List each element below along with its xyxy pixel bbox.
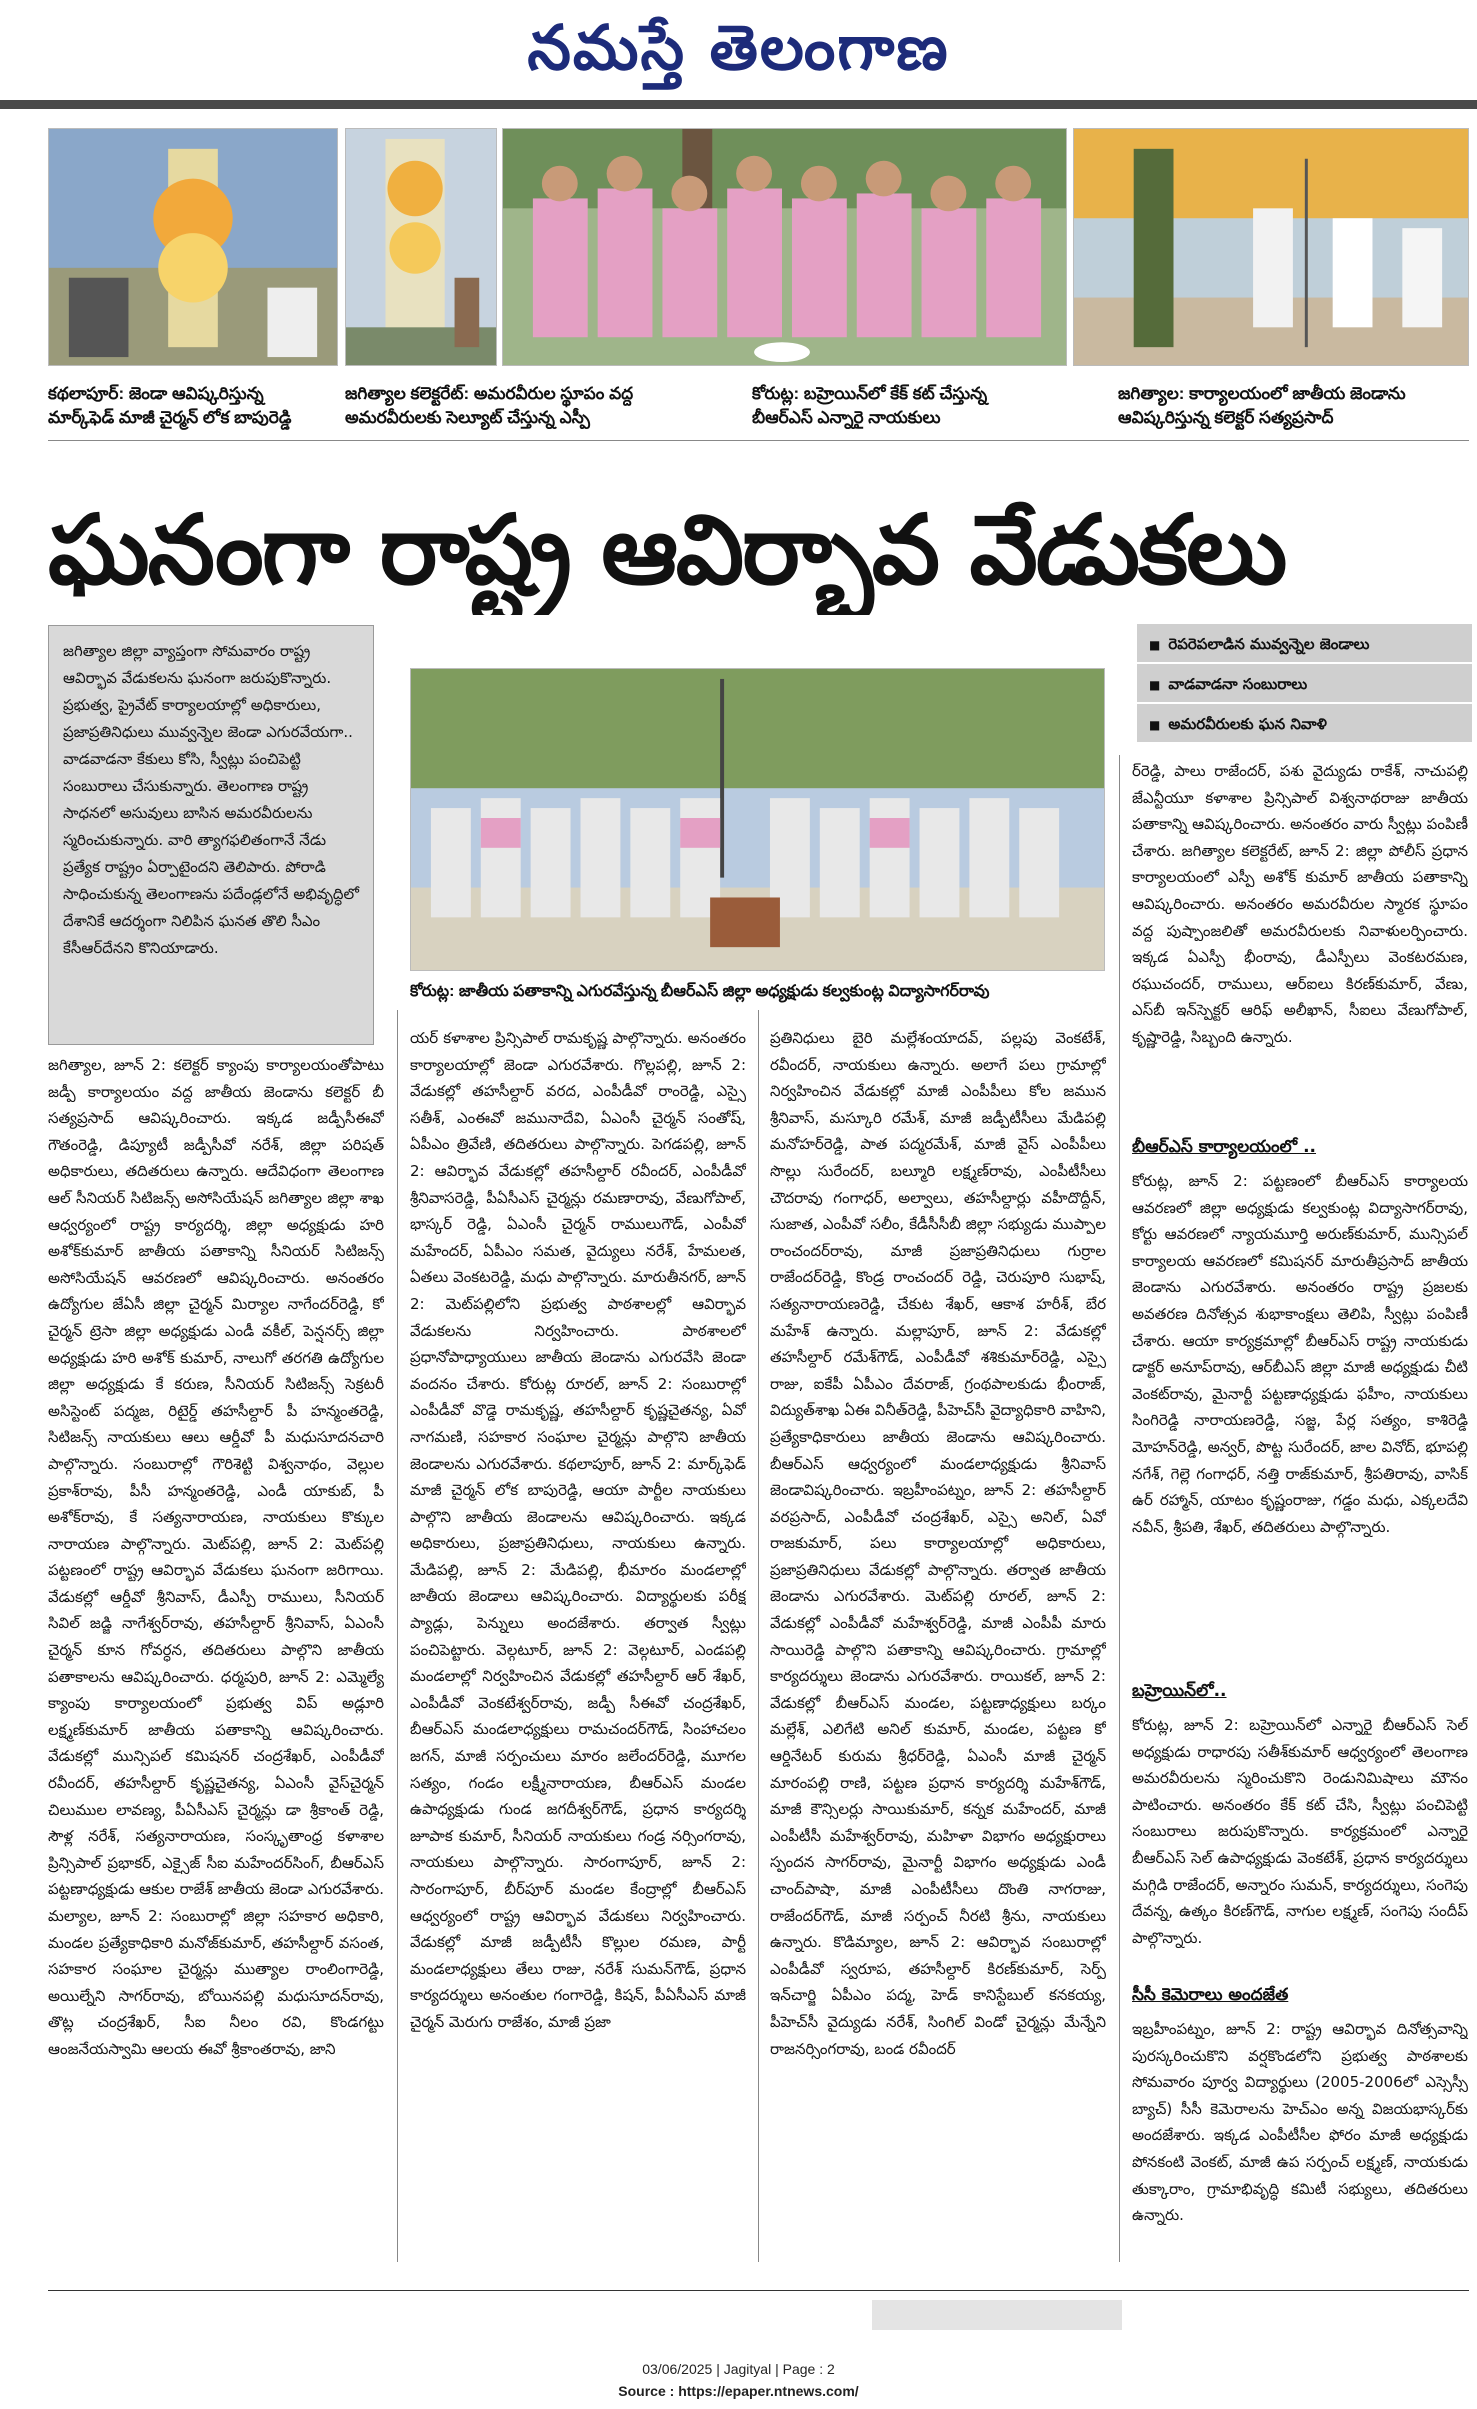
page-footer [0,2358,1477,2402]
caption-collectorate: జగిత్యాల కలెక్టరేట్: అమరవీరుల స్థూపం వద్ద అమరవీరులకు సెల్యూట్ చేస్తున్న ఎస్పీ [345,384,634,427]
article-column-4a: ర్‌రెడ్డి, పాలు రాజేందర్, పశు వైద్యుడు రాకేశ్, నాచుపల్లి జేఎన్టీయూ కళాశాల ప్రిన్సిపాల్ విశ్వనాథరాజు జాతీయ పతాకాన్ని ఆవిష్కరించారు. అనంతరం వారు స్వీట్లు పంపిణీ చేశారు. జగిత్యాల కలెక్టరేట్, జూన్ 2: జిల్లా పోలీస్ ప్రధాన కార్యాలయంలో ఎస్పీ అశోక్ కుమార్ జాతీయ పతాకాన్ని ఆవిష్కరించారు. అనంతరం అమరవీరుల స్మారక స్థూపం వద్ద పుష్పాంజలితో అమరవీరులకు నివాళులర్పించారు. ఇక్కడ ఏఎస్పీ భీంరావు, డీఎస్పీలు వెంకటరమణ, రఘుచందర్, రాములు, ఆర్ఐలు కిరణ్‌కుమార్, వేణు, ఎస్‌బీ ఇన్‌స్పెక్టర్ ఆరిఫ్ అలీఖాన్, సీఐలు వేణుగోపాల్, కృష్ణారెడ్డి, సిబ్బంది ఉన్నారు. [1132,762,1468,1046]
highlight-bullets [1137,622,1472,742]
footer-source: Source : https://epaper.ntnews.com/ [618,2383,859,2399]
photo-korutla-flag [410,668,1105,971]
bottom-divider [48,2290,1469,2291]
article-column-1: జగిత్యాల, జూన్ 2: కలెక్టర్ క్యాంపు కార్యాలయంతోపాటు జడ్పీ కార్యాలయం వద్ద జాతీయ జెండాను కలెక్టర్ బీ సత్యప్రసాద్ ఆవిష్కరించారు. ఇక్కడ జడ్పీసీఈవో గౌతంరెడ్డి, డిప్యూటీ జడ్పీసీవో నరేశ్, జిల్లా పరిషత్ అధికారులు, తదితరులు ఉన్నారు. ఆదేవిధంగా తెలంగాణ ఆల్ సీనియర్ సిటిజన్స్ అసోసియేషన్ జగిత్యాల జిల్లా శాఖ ఆధ్వర్యంలో రాష్ట్ర కార్యదర్శి, జిల్లా అధ్యక్షుడు హరి అశోక్‌కుమార్ జాతీయ పతాకాన్ని సీనియర్ సిటిజన్స్ అసోసియేషన్ ఆవరణలో ఆవిష్కరించారు. అనంతరం ఉద్యోగుల జేఏసీ జిల్లా చైర్మన్ మిర్యాల నాగేందర్‌రెడ్డి, కో చైర్మన్ ట్రెసా జిల్లా అధ్యక్షుడు ఎండీ వకీల్, పెన్షనర్స్ జిల్లా అధ్యక్షుడు హరి అశోక్ కుమార్, నాలుగో తరగతి ఉద్యోగుల జిల్లా అధ్యక్షుడు కే కరుణ, సీనియర్ సిటిజన్స్ సెక్రటరీ అసిస్టెంట్ పద్మజ, రిటైర్డ్ తహసీల్దార్ పీ హన్మంతరెడ్డి, సిటిజన్స్ నాయకులు ఆలు ఆర్డీవో పీ మధుసూదనచారి పాల్గొన్నారు. సంబురాల్లో గౌరిశెట్టి విశ్వనాథం, వెల్లుల ప్రకాశ్‌రావు, పీసీ హన్మంతరెడ్డి, ఎండీ యాకుబ్, పీ అశోక్‌రావు, కే సత్యనారాయణ, నాయకులు కొక్కుల నారాయణ పాల్గొన్నారు. మెట్‌పల్లి, జూన్ 2: మెట్‌పల్లి పట్టణంలో రాష్ట్ర ఆవిర్భావ వేడుకలు ఘనంగా జరిగాయి. వేడుకల్లో ఆర్డీవో శ్రీనివాస్, డీఎస్పీ రాములు, సీనియర్ సివిల్ జడ్జి నాగేశ్వర్‌రావు, తహసీల్దార్ శ్రీనివాస్, ఏఎంసీ చైర్మన్ కూన గోవర్ధన, తదితరులు పాల్గొని జాతీయ పతాకాలను ఆవిష్కరించారు. ధర్మపురి, జూన్ 2: ఎమ్మెల్యే క్యాంపు కార్యాలయంలో ప్రభుత్వ విప్ అడ్లూరి లక్ష్మణ్‌కుమార్ జాతీయ పతాకాన్ని ఆవిష్కరించారు. వేడుకల్లో మున్సిపల్ కమిషనర్ చంద్రశేఖర్, ఎంపీడీవో రవీందర్, తహసీల్దార్ కృష్ణచైతన్య, ఏఎంసీ వైస్‌చైర్మన్ చిలుముల లావణ్య, పీఏసీఎస్ చైర్మన్లు డా శ్రీకాంత్ రెడ్డి, సౌళ్ల నరేశ్, సత్యనారాయణ, సంస్కృతాంధ్ర కళాశాల ప్రిన్సిపాల్ ప్రభాకర్, ఎక్సైజ్ సీఐ మహేందర్‌సింగ్, బీఆర్‌ఎస్ పట్టణాధ్యక్షుడు ఆకుల రాజేశ్ జాతీయ జెండా ఎగురవేశారు. మల్యాల, జూన్ 2: సంబురాల్లో జిల్లా సహకార అధికారి, మండల ప్రత్యేకాధికారి మనోజ్‌కుమార్, తహసీల్దార్ వసంత, సహకార సంఘాల చైర్మన్లు ముత్యాల రాంలింగారెడ్డి, అయిల్నేని సాగర్‌రావు, బోయినపల్లి మధుసూదన్‌రావు, తొట్ల చంద్రశేఖర్, సీఐ నీలం రవి, కొండగట్టు ఆంజనేయస్వామి ఆలయ ఈవో శ్రీకాంతరావు, జాని [48,1056,384,2058]
caption-korutla: కోరుట్ల: జాతీయ పతాకాన్ని ఎగురవేస్తున్న బీఆర్‌ఎస్ జిల్లా అధ్యక్షుడు కల్వకుంట్ల విద్యాసాగర్‌రావు [410,983,990,1000]
masthead [0,0,1477,110]
next-article-bar [872,2300,1122,2330]
column-rule [1119,755,1120,2262]
subhead-brs-office: బీఆర్‌ఎస్ కార్యాలయంలో .. [1132,1137,1317,1157]
bullet-item: ■ రెపరెపలాడిన మువ్వన్నెల జెండాలు [1137,622,1472,662]
photo-collector-flag [1073,128,1469,366]
caption-bahrain: కోరుట్ల: బహ్రెయిన్‌లో కేక్ కట్ చేస్తున్న బీఆర్‌ఎస్ ఎన్నారై నాయకులు [752,384,988,427]
column-rule [397,1010,398,2262]
summary-box: జగిత్యాల జిల్లా వ్యాప్తంగా సోమవారం రాష్ట్ర ఆవిర్భావ వేడుకలను ఘనంగా జరుపుకొన్నారు. ప్రభుత్వ, ప్రైవేట్ కార్యాలయాల్లో అధికారులు, ప్రజాప్రతినిధులు మువ్వన్నెల జెండా ఎగురవేయగా.. వాడవాడనా కేకులు కోసి, స్వీట్లు పంచిపెట్టి సంబురాలు చేసుకున్నారు. తెలంగాణ రాష్ట్ర సాధనలో అసువులు బాసిన అమరవీరులను స్మరించుకున్నారు. వారి త్యాగఫలితంగానే నేడు ప్రత్యేక రాష్ట్రం ఏర్పాటైందని తెలిపారు. పోరాడి సాధించుకున్న తెలంగాణను పదేండ్లలోనే అభివృద్ధిలో దేశానికే ఆదర్శంగా నిలిపిన ఘనత తొలి సీఎం కేసీఆర్‌దేనని కొనియాడారు. [48,625,374,1045]
article-column-4d: ఇబ్రహీంపట్నం, జూన్ 2: రాష్ట్ర ఆవిర్భావ దినోత్సవాన్ని పురస్కరించుకొని వర్షకొండలోని ప్రభుత్వ పాఠశాలకు సోమవారం పూర్వ విద్యార్థులు (2005-2006లో ఎస్సెస్సీ బ్యాచ్) సీసీ కెమెరాలను హెచ్ఎం అన్న విజయభాస్కర్‌కు అందజేశారు. ఇక్కడ ఎంపీటీసీల ఫోరం మాజీ అధ్యక్షుడు పోనకంటి వెంకట్, మాజీ ఉప సర్పంచ్ లక్ష్మణ్, నాయకుడు తుక్కారాం, గ్రామాభివృద్ధి కమిటీ సభ్యులు, తదితరులు ఉన్నారు. [1132,2020,1468,2225]
bullet-item: ■ అమరవీరులకు ఘన నివాళి [1137,702,1472,742]
article-column-4c: కోరుట్ల, జూన్ 2: బహ్రెయిన్‌లో ఎన్నారై బీఆర్‌ఎస్ సెల్ అధ్యక్షుడు రాధారపు సతీశ్‌కుమార్ ఆధ్వర్యంలో తెలంగాణ అమరవీరులను స్మరించుకొని రెండునిమిషాలు మౌనం పాటించారు. అనంతరం కేక్ కట్ చేసి, స్వీట్లు పంచిపెట్టి సంబురాలు జరుపుకొన్నారు. కార్యక్రమంలో ఎన్నారై బీఆర్‌ఎస్ సెల్ ఉపాధ్యక్షుడు వెంకటేశ్, ప్రధాన కార్యదర్శులు మగ్గిడి రాజేందర్, అన్నారం సుమన్, కార్యదర్శులు, సంగెపు దేవన్న, ఉత్కం కిరణ్‌గౌడ్, నాగుల లక్ష్మణ్, సంగెపు సందీప్ పాల్గొన్నారు. [1132,1716,1468,1947]
photo-bahrain-group [502,128,1067,366]
article-column-2: యర్ కళాశాల ప్రిన్సిపాల్ రామకృష్ణ పాల్గొన్నారు. అనంతరం కార్యాలయాల్లో జెండా ఎగురవేశారు. గొల్లపల్లి, జూన్ 2: వేడుకల్లో తహసీల్దార్ వరద, ఎంపీడీవో రాంరెడ్డి, ఎస్సై సతీశ్, ఎంఈవో జమునాదేవి, ఏఎంసీ చైర్మన్ సంతోష్, ఏపీఎం త్రివేణి, తదితరులు పాల్గొన్నారు. పెగడపల్లి, జూన్ 2: ఆవిర్భావ వేడుకల్లో తహసీల్దార్ రవీందర్, ఎంపీడీవో శ్రీనివాసరెడ్డి, పీఏసీఎస్ చైర్మన్లు రమణారావు, వేణుగోపాల్, భాస్కర్ రెడ్డి, ఏఎంసీ చైర్మన్ రాములుగౌడ్, ఎంపీవో మహేందర్, ఏపీఎం సమత, వైద్యులు నరేశ్, హేమలత, ఏతలు వెంకటరెడ్డి, మధు పాల్గొన్నారు. మారుతీనగర్, జూన్ 2: మెట్‌పల్లిలోని ప్రభుత్వ పాఠశాలల్లో ఆవిర్భావ వేడుకలను నిర్వహించారు. పాఠశాలలో ప్రధానోపాధ్యాయులు జాతీయ జెండాను ఎగురవేసి జెండా వందనం చేశారు. కోరుట్ల రూరల్, జూన్ 2: సంబురాల్లో ఎంపీడీవో వొడ్డె రామకృష్ణ, తహసీల్దార్ కృష్ణచైతన్య, ఏవో నాగమణి, సహకార సంఘాల చైర్మన్లు పాల్గొని జాతీయ జెండాలను ఎగురవేశారు. కథలాపూర్, జూన్ 2: మార్క్‌ఫెడ్ మాజీ చైర్మన్ లోక బాపురెడ్డి, ఆయా పార్టీల నాయకులు పాల్గొని జాతీయ జెండాలను ఆవిష్కరించారు. ఇక్కడ అధికారులు, ప్రజాప్రతినిధులు, నాయకులు ఉన్నారు. మేడిపల్లి, జూన్ 2: మేడిపల్లి, భీమారం మండలాల్లో జాతీయ జెండాలు ఆవిష్కరించారు. విద్యార్థులకు పరీక్ష ప్యాడ్లు, పెన్నులు అందజేశారు. తర్వాత స్వీట్లు పంచిపెట్టారు. వెల్గటూర్, జూన్ 2: వెల్గటూర్, ఎండపల్లి మండలాల్లో నిర్వహించిన వేడుకల్లో తహసీల్దార్ ఆర్ శేఖర్, ఎంపీడీవో వెంకటేశ్వర్‌రావు, జడ్పీ సీఈవో చంద్రశేఖర్, బీఆర్‌ఎస్ మండలాధ్యక్షులు రామచందర్‌గౌడ్, సింహాచలం జగన్, మాజీ సర్పంచులు మారం జలేందర్‌రెడ్డి, మూగల సత్యం, గండం లక్ష్మీనారాయణ, బీఆర్‌ఎస్ మండల ఉపాధ్యక్షుడు గుండ జగదీశ్వర్‌గౌడ్, ప్రధాన కార్యదర్శి జూపాక కుమార్, సీనియర్ నాయకులు గండ్ర నర్సింగరావు, నాయకులు పాల్గొన్నారు. సారంగాపూర్, జూన్ 2: సారంగాపూర్, బీర్‌పూర్ మండల కేంద్రాల్లో బీఆర్‌ఎస్ ఆధ్వర్యంలో రాష్ట్ర ఆవిర్భావ వేడుకలు నిర్వహించారు. వేడుకల్లో మాజీ జడ్పీటీసీ కొల్లుల రమణ, పార్టీ మండలాధ్యక్షులు తేలు రాజు, నరేశ్ సుమన్‌గౌడ్, ప్రధాన కార్యదర్శులు అనంతుల గంగారెడ్డి, కిషన్, పీఏసీఎస్ మాజీ చైర్మన్ మెరుగు రాజేశం, మాజీ ప్రజా [410,1029,746,2031]
article-column-4b: కోరుట్ల, జూన్ 2: పట్టణంలో బీఆర్‌ఎస్ కార్యాలయ ఆవరణలో జిల్లా అధ్యక్షుడు కల్వకుంట్ల విద్యాసాగర్‌రావు, కోర్టు ఆవరణలో న్యాయమూర్తి అరుణ్‌కుమార్, మున్సిపల్ కార్యాలయ ఆవరణలో కమిషనర్ మారుతీప్రసాద్ జాతీయ జెండాను ఎగురవేశారు. అనంతరం రాష్ట్ర ప్రజలకు అవతరణ దినోత్సవ శుభాకాంక్షలు తెలిపి, స్వీట్లు పంపిణీ చేశారు. ఆయా కార్యక్రమాల్లో బీఆర్‌ఎస్ రాష్ట్ర నాయకుడు డాక్టర్ అనూప్‌రావు, ఆర్‌బీఎస్ జిల్లా మాజీ అధ్యక్షుడు చీటి వెంకట్‌రావు, మైనార్టీ పట్టణాధ్యక్షుడు ఫహీం, నాయకులు సింగిరెడ్డి నారాయణరెడ్డి, సజ్జ, పేర్ల సత్యం, కాశిరెడ్డి మోహన్‌రెడ్డి, అన్వర్, పొట్ట సురేందర్, జాల వినోద్, భూపల్లి నగేశ్, గెల్లె గంగాధర్, నత్తి రాజ్‌కుమార్, శ్రీపతిరావు, వాసిక్ ఉర్ రహ్మాన్, యాటం కృష్ణంరాజు, గడ్డం మధు, ఎక్కలదేవి నవీన్, శ్రీపతి, శేఖర్, తదితరులు పాల్గొన్నారు. [1132,1172,1468,1536]
caption-divider [48,440,1469,441]
photo-kathalapur [48,128,338,366]
column-rule [758,1010,759,2262]
subhead-cc-cameras: సీసీ కెమెరాలు అందజేత [1132,1985,1289,2005]
caption-kathalapur: కథలాపూర్: జెండా ఆవిష్కరిస్తున్న మార్క్‌ఫెడ్ మాజీ చైర్మన్ లోక బాపురెడ్డి [48,384,292,427]
headline: ఘనంగా రాష్ట్ర ఆవిర్భావ వేడుకలు [48,494,1286,606]
subhead-bahrain: బహ్రెయిన్‌లో.. [1132,1681,1227,1701]
caption-collector: జగిత్యాల: కార్యాలయంలో జాతీయ జెండాను ఆవిష్కరిస్తున్న కలెక్టర్ సత్యప్రసాద్ [1118,384,1406,427]
newspaper-title: నమస్తే తెలంగాణ [527,11,950,84]
masthead-rule [0,100,1477,109]
footer-date-page: 03/06/2025 | Jagityal | Page : 2 [642,2361,835,2377]
photo-collectorate-stupa [345,128,497,366]
article-column-3: ప్రతినిధులు బైరి మల్లేశంయాదవ్, పల్లపు వెంకటేశ్, రవీందర్, నాయకులు ఉన్నారు. అలాగే పలు గ్రామాల్లో నిర్వహించిన వేడుకల్లో మాజీ ఎంపీపీలు కోల జమున శ్రీనివాస్, మస్కూరి రమేశ్, మాజీ జడ్పీటీసీలు మేడిపల్లి మనోహర్‌రెడ్డి, పాత పద్మరమేశ్, మాజీ వైస్ ఎంపీపీలు సొల్లు సురేందర్, బల్మూరి లక్ష్మణ్‌రావు, ఎంపీటీసీలు చౌదరావు గంగాధర్, అల్వాలు, తహసీల్దార్లు వహీదొద్దీన్, సుజాత, ఎంపీవో సలీం, కేడీసీసీబీ జిల్లా సభ్యుడు ముప్పాల రాంచందర్‌రావు, మాజీ ప్రజాప్రతినిధులు గుర్రాల రాజేందర్‌రెడ్డి, కొండ్ర రాంచందర్ రెడ్డి, చెరుపూరి సుభాష్, సత్యనారాయణరెడ్డి, చేకుట శేఖర్, ఆకాశ హరీశ్, బేర మహేశ్ ఉన్నారు. మల్లాపూర్, జూన్ 2: వేడుకల్లో తహసీల్దార్ రమేశ్‌గౌడ్, ఎంపీడీవో శశికుమార్‌రెడ్డి, ఎస్సై రాజు, ఐకేపీ ఏపీఎం దేవరాజ్, గ్రంథపాలకుడు భీంరాజ్, విద్యుత్‌శాఖ ఏఈ వినీత్‌రెడ్డి, పీహెచ్‌సీ వైద్యాధికారి వాహిని, ప్రత్యేకాధికారులు జాతీయ జెండాను ఆవిష్కరించారు. బీఆర్‌ఎస్ ఆధ్వర్యంలో మండలాధ్యక్షుడు శ్రీనివాస్ జెండావిష్కరించారు. ఇబ్రహీంపట్నం, జూన్ 2: తహసీల్దార్ వరప్రసాద్, ఎంపీడీవో చంద్రశేఖర్, ఎస్సై అనిల్, ఏవో రాజకుమార్, పలు కార్యాలయాల్లో అధికారులు, ప్రజాప్రతినిధులు వేడుకల్లో పాల్గొన్నారు. తర్వాత జాతీయ జెండాను ఎగురవేశారు. మెట్‌పల్లి రూరల్, జూన్ 2: వేడుకల్లో ఎంపీడీవో మహేశ్వర్‌రెడ్డి, మాజీ ఎంపీపీ మారు సాయిరెడ్డి పాల్గొని పతాకాన్ని ఆవిష్కరించారు. గ్రామాల్లో కార్యదర్శులు జెండాను ఎగురవేశారు. రాయికల్, జూన్ 2: వేడుకల్లో బీఆర్‌ఎస్ మండల, పట్టణాధ్యక్షులు బర్కం మల్లేశ్, ఎలిగేటి అనిల్ కుమార్, మండల, పట్టణ కో ఆర్డినేటర్ కురుమ శ్రీధర్‌రెడ్డి, ఏఎంసీ మాజీ చైర్మన్ మారంపల్లి రాణి, పట్టణ ప్రధాన కార్యదర్శి మహేశ్‌గౌడ్, మాజీ కౌన్సిలర్లు సాయికుమార్, కన్నక మహేందర్, మాజీ ఎంపీటీసీ మహేశ్వర్‌రావు, మహిళా విభాగం అధ్యక్షురాలు స్పందన సాగర్‌రావు, మైనార్టీ విభాగం అధ్యక్షుడు ఎండీ చాంద్‌పాషా, మాజీ ఎంపీటీసీలు దొంతి నాగరాజు, రాజేందర్‌గౌడ్, మాజీ సర్పంచ్ నీరటి శ్రీను, నాయకులు ఉన్నారు. కొడిమ్యాల, జూన్ 2: ఆవిర్భావ సంబురాల్లో ఎంపీడీవో స్వరూప, తహసీల్దార్ కిరణ్‌కుమార్, సెర్ప్ ఇన్‌చార్జి ఏపీఎం పద్మ, హెడ్ కానిస్టేబుల్ కనకయ్య, పీహెచ్‌సీ వైద్యుడు నరేశ్, సింగిల్ విండో చైర్మన్లు మేన్నేని రాజనర్సింగరావు, బండ రవీందర్ [770,1029,1106,2058]
bullet-item: ■ వాడవాడనా సంబురాలు [1137,662,1472,702]
